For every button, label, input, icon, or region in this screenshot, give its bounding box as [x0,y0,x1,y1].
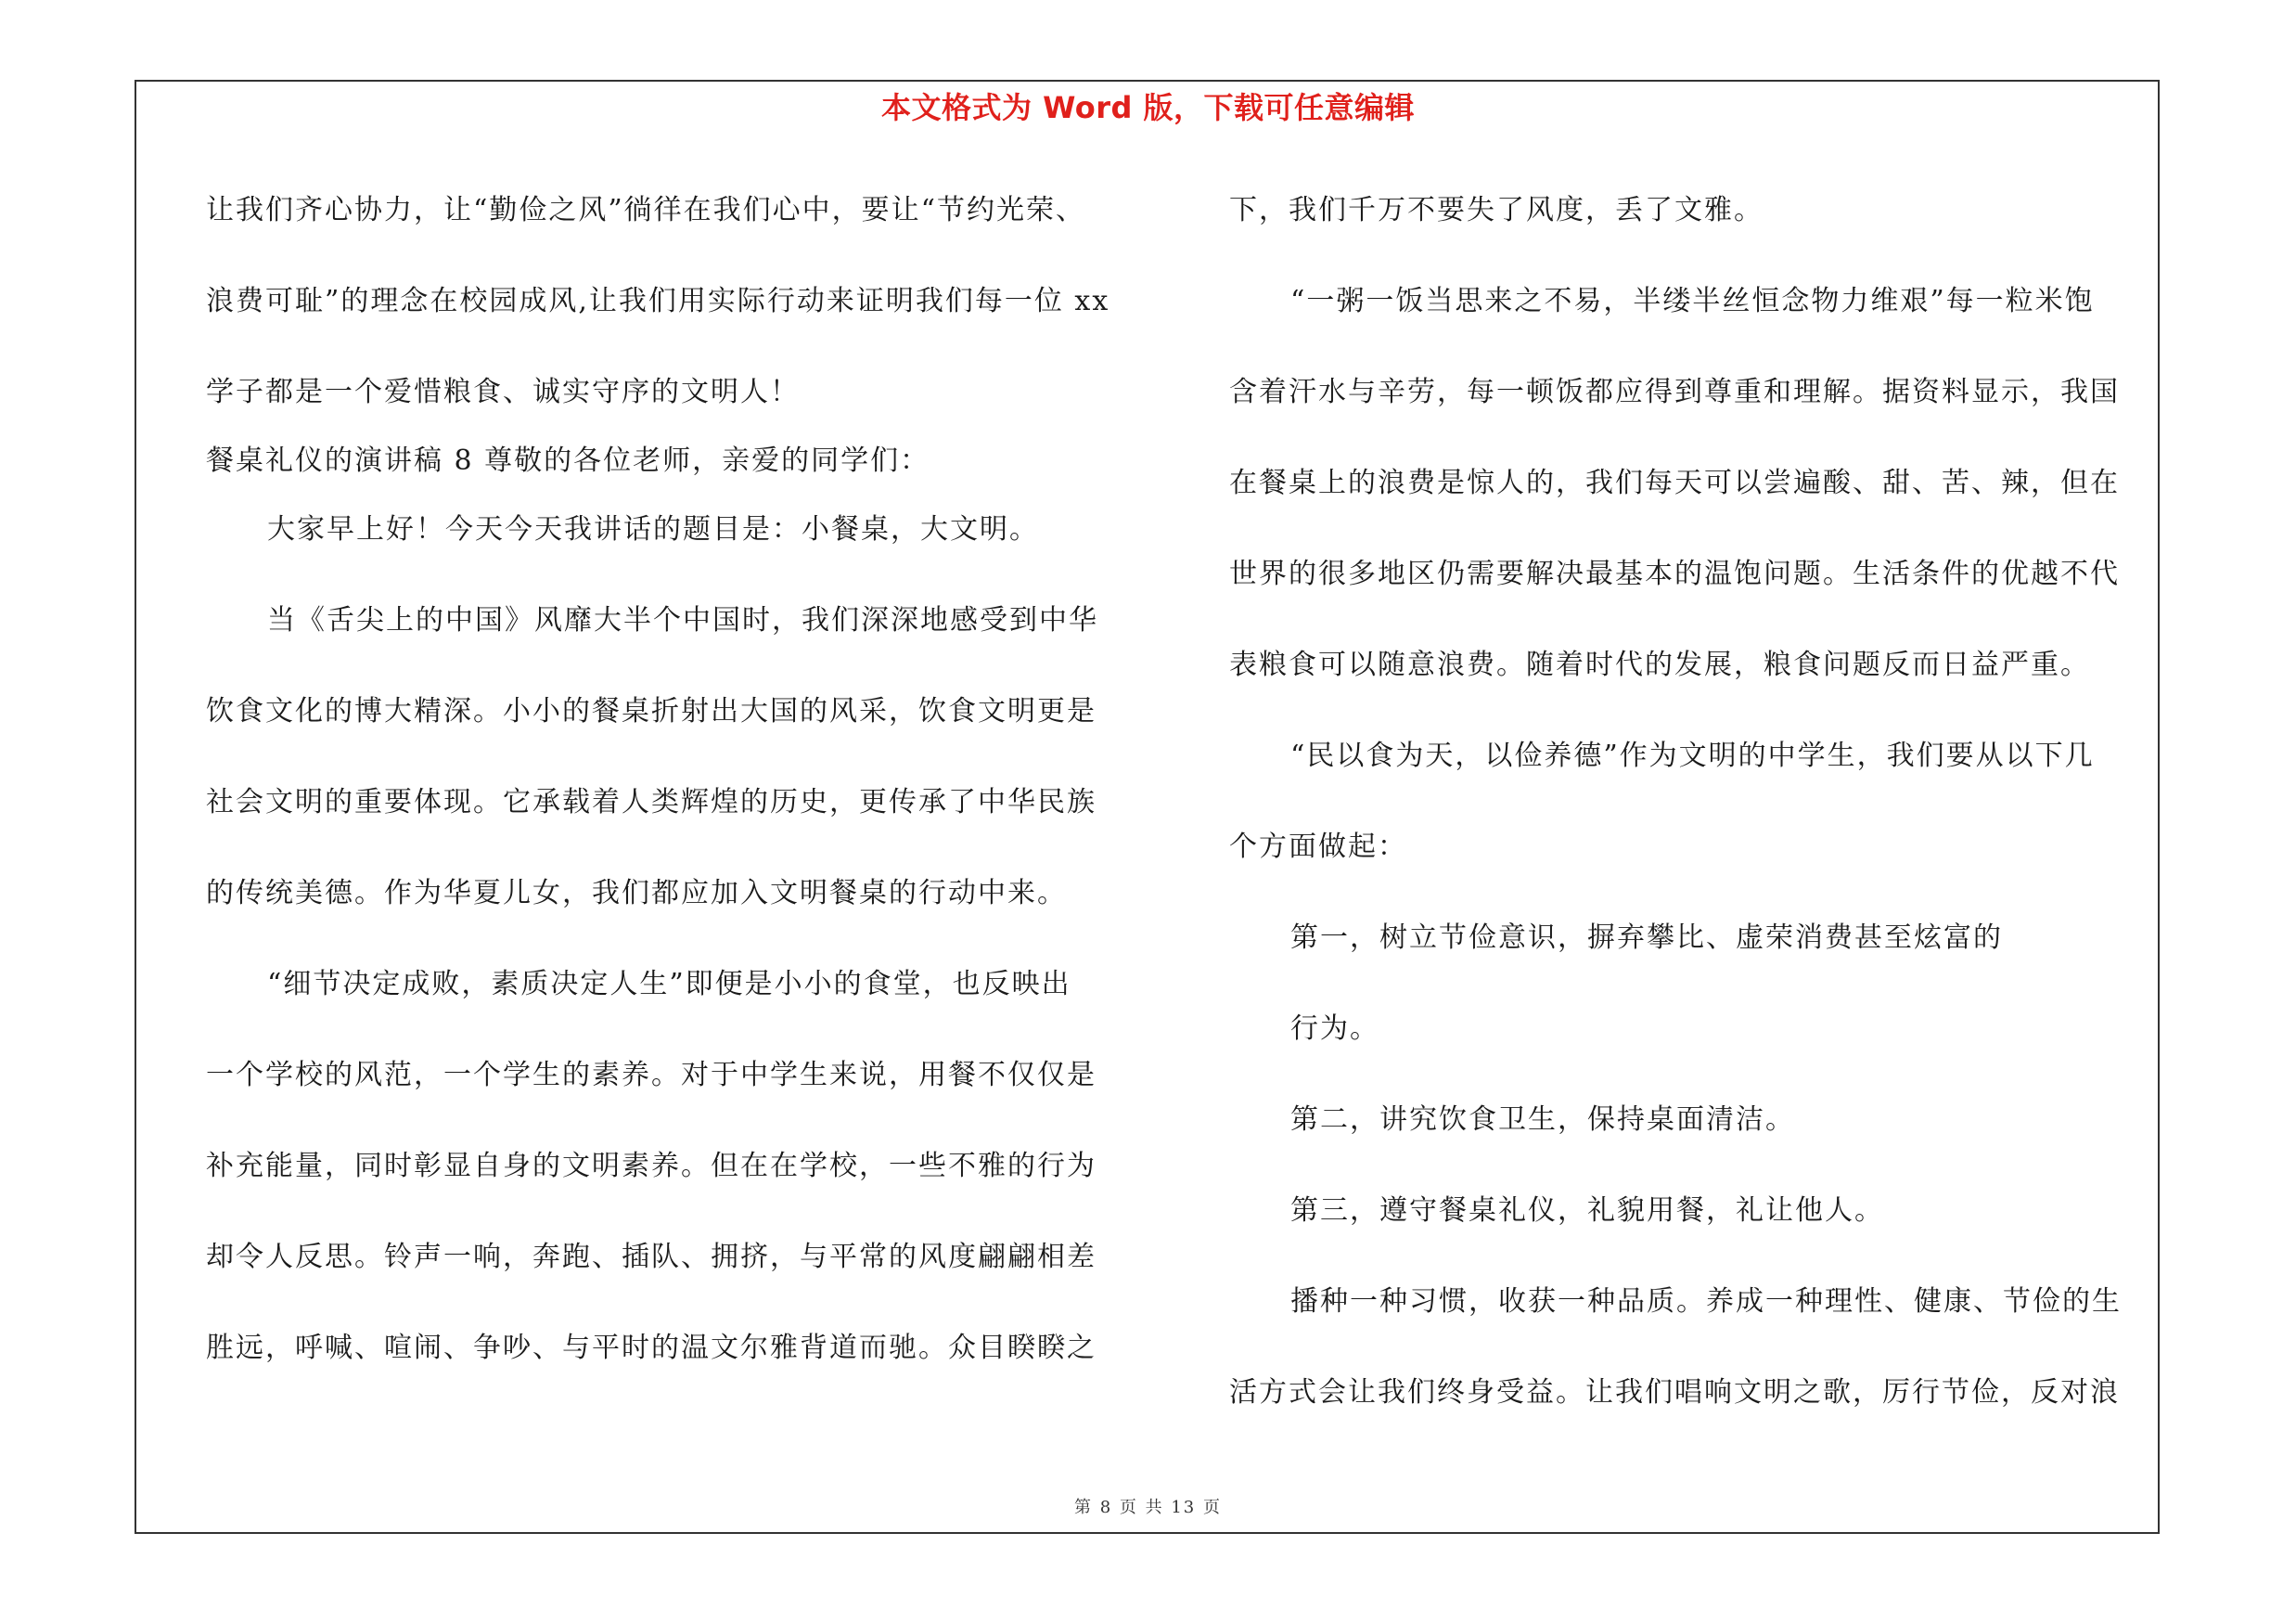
body-line: 学子都是一个爱惜粮食、诚实守序的文明人！ [206,376,800,408]
body-line: 的传统美德。作为华夏儿女，我们都应加入文明餐桌的行动中来。 [206,877,1067,909]
body-line: 浪费可耻”的理念在校园成风,让我们用实际行动来证明我们每一位 xx [206,285,1110,317]
body-line: 表粮食可以随意浪费。随着时代的发展，粮食问题反而日益严重。 [1229,649,2090,681]
body-line: 第一，树立节俭意识，摒弃攀比、虚荣消费甚至炫富的 [1290,921,2003,954]
body-line: 播种一种习惯，收获一种品质。养成一种理性、健康、节俭的生 [1290,1285,2122,1318]
body-line: “一粥一饭当思来之不易，半缕半丝恒念物力维艰”每一粒米饱 [1290,285,2095,317]
body-line: 大家早上好！今天今天我讲话的题目是：小餐桌，大文明。 [267,513,1039,546]
body-line: 在餐桌上的浪费是惊人的，我们每天可以尝遍酸、甜、苦、辣，但在 [1229,467,2120,499]
body-line: 当《舌尖上的中国》风靡大半个中国时，我们深深地感受到中华 [267,604,1098,637]
right-text-column [1229,182,2152,1455]
body-line: 饮食文化的博大精深。小小的餐桌折射出大国的风采，饮食文明更是 [206,695,1097,728]
body-line: 第二，讲究饮食卫生，保持桌面清洁。 [1290,1103,1795,1136]
body-line: 让我们齐心协力，让“勤俭之风”徜徉在我们心中，要让“节约光荣、 [206,194,1086,226]
page-number: 第 8 页 共 13 页 [1074,1498,1222,1517]
body-line: 活方式会让我们终身受益。让我们唱响文明之歌，厉行节俭，反对浪 [1229,1376,2120,1409]
body-line: 社会文明的重要体现。它承载着人类辉煌的历史，更传承了中华民族 [206,786,1097,818]
body-line: “细节决定成败，素质决定人生”即便是小小的食堂，也反映出 [267,968,1071,1000]
body-line: 一个学校的风范，一个学生的素养。对于中学生来说，用餐不仅仅是 [206,1059,1097,1091]
body-line: 胜远，呼喊、喧闹、争吵、与平时的温文尔雅背道而驰。众目睽睽之 [206,1332,1097,1364]
body-line: 第三，遵守餐桌礼仪，礼貌用餐，礼让他人。 [1290,1194,1884,1227]
body-line: 个方面做起： [1229,831,1407,863]
body-line: 世界的很多地区仍需要解决最基本的温饱问题。生活条件的优越不代 [1229,558,2120,590]
body-line: 却令人反思。铃声一响，奔跑、插队、拥挤，与平常的风度翩翩相差 [206,1241,1097,1273]
body-line: “民以食为天，以俭养德”作为文明的中学生，我们要从以下几 [1290,740,2095,772]
body-line: 含着汗水与辛劳，每一顿饭都应得到尊重和理解。据资料显示，我国 [1229,376,2120,408]
body-line: 补充能量，同时彰显自身的文明素养。但在在学校，一些不雅的行为 [206,1150,1097,1182]
format-notice-banner: 本文格式为 Word 版，下载可任意编辑 [880,90,1416,125]
left-text-column [206,182,1124,1410]
body-line: 下，我们千万不要失了风度，丢了文雅。 [1229,194,1764,226]
section-heading-line: 餐桌礼仪的演讲稿 8 尊敬的各位老师，亲爱的同学们： [206,444,930,477]
body-line: 行为。 [1290,1012,1379,1045]
